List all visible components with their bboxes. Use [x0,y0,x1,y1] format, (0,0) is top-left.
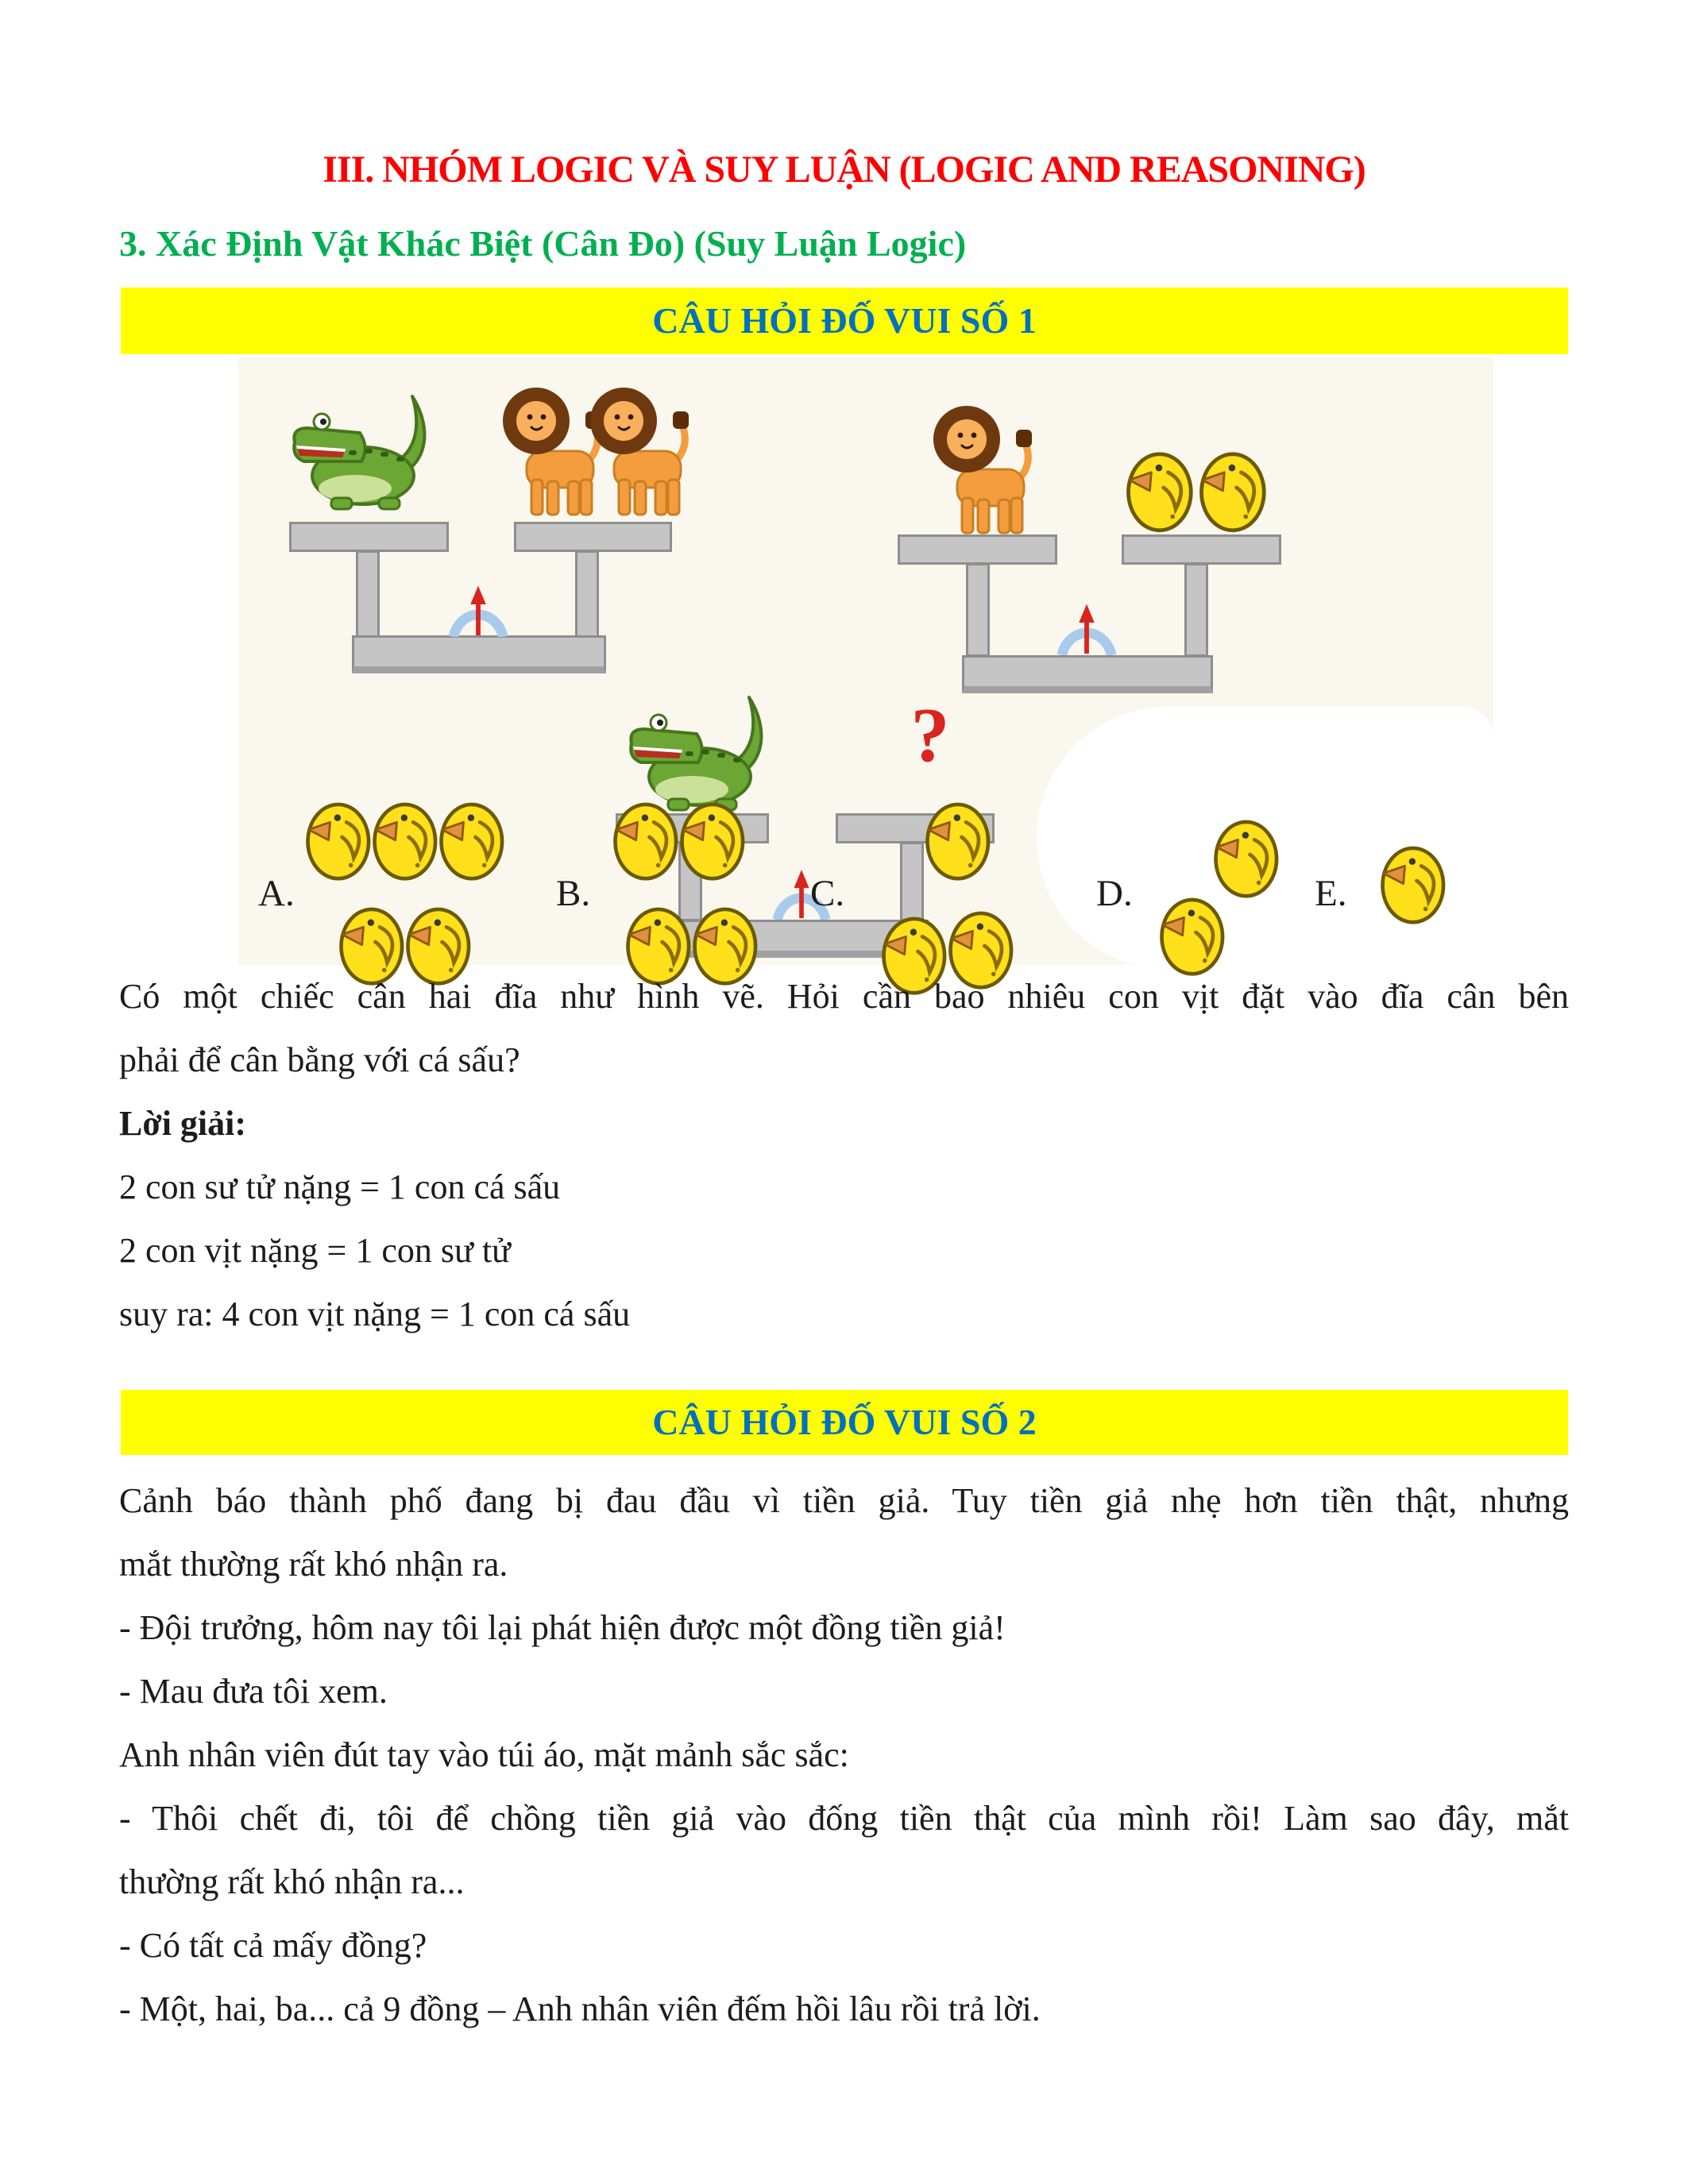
option-label: D. [1096,873,1133,914]
page-title: III. NHÓM LOGIC VÀ SUY LUẬN (LOGIC AND REASONING) [323,149,1365,191]
scale2-right-post [1184,563,1208,657]
duck-icon [431,793,508,882]
option-label: E. [1315,873,1347,914]
balance-puzzle-figure [238,357,1493,965]
option-label: C. [810,873,845,914]
question2-line: - Một, hai, ba... cả 9 đồng – Anh nhân viên đếm hồi lâu rồi trả lời. [119,1989,1041,2028]
duck-icon [605,793,682,882]
solution-line: suy ra: 4 con vịt nặng = 1 con cá sấu [119,1295,631,1333]
question2-line: - Có tất cả mấy đồng? [119,1926,427,1965]
duck-icon [1206,810,1282,899]
duck-icon [1119,441,1196,534]
scale2-right-pan [1122,534,1281,565]
duck-icon [672,793,748,882]
question-mark: ? [910,693,950,778]
duck-icon [917,793,994,882]
scale2-base [962,655,1213,693]
quiz-banner-2: CÂU HỎI ĐỐ VUI SỐ 2 [121,1390,1568,1455]
question2-line: mắt thường rất khó nhận ra. [119,1545,508,1584]
lion-icon [929,398,1032,534]
duck-icon [365,793,441,882]
option-label: A. [258,873,295,914]
question1-text-block [119,965,1569,1346]
duck-icon [298,793,374,882]
question2-line: - Thôi chết đi, tôi để chồng tiền giả vào đống tiền thật của mình rồi! Làm sao đây, mắt [119,1799,1569,1838]
question1-statement-line1: Có một chiếc cân hai đĩa như hình vẽ. Hỏi cần bao nhiêu con vịt đặt vào đĩa cân bên [119,977,1569,1016]
scale2-left-post [966,563,990,657]
question2-line: Cảnh báo thành phố đang bị đau đầu vì tiền giả. Tuy tiền giả nhẹ hơn tiền thật, nhưng [119,1481,1569,1520]
scale1-base [352,635,606,673]
section-heading: 3. Xác Định Vật Khác Biệt (Cân Đo) (Suy Luận Logic) [119,223,967,264]
duck-icon [1192,441,1269,534]
option-label: B. [556,873,591,914]
crocodile-icon [287,384,442,512]
scale1-right-post [575,550,599,639]
lion-icon [585,380,689,516]
duck-icon [1152,888,1228,977]
question2-line: thường rất khó nhận ra... [119,1862,465,1901]
question2-line: Anh nhân viên đút tay vào túi áo, mặt mảnh sắc sắc: [119,1735,849,1774]
scale2-fulcrum-icon [1055,593,1118,655]
quiz-banner-1: CÂU HỎI ĐỐ VUI SỐ 1 [121,287,1568,354]
question2-text-block [119,1469,1569,2041]
solution-line: 2 con sư tử nặng = 1 con cá sấu [119,1167,561,1206]
scale1-fulcrum-icon [446,575,510,637]
solution-line: 2 con vịt nặng = 1 con sư tử [119,1231,511,1270]
solution-heading: Lời giải: [119,1104,247,1143]
scale2-left-pan [898,534,1057,565]
scale1-right-pan [514,522,672,552]
scale1-left-post [356,550,380,639]
question1-statement-line2: phải để cân bằng với cá sấu? [119,1040,520,1079]
duck-icon [1373,836,1449,925]
scale1-left-pan [289,522,449,552]
question2-line: - Đội trưởng, hôm nay tôi lại phát hiện được một đồng tiền giả! [119,1608,1006,1647]
question2-line: - Mau đưa tôi xem. [119,1672,388,1711]
